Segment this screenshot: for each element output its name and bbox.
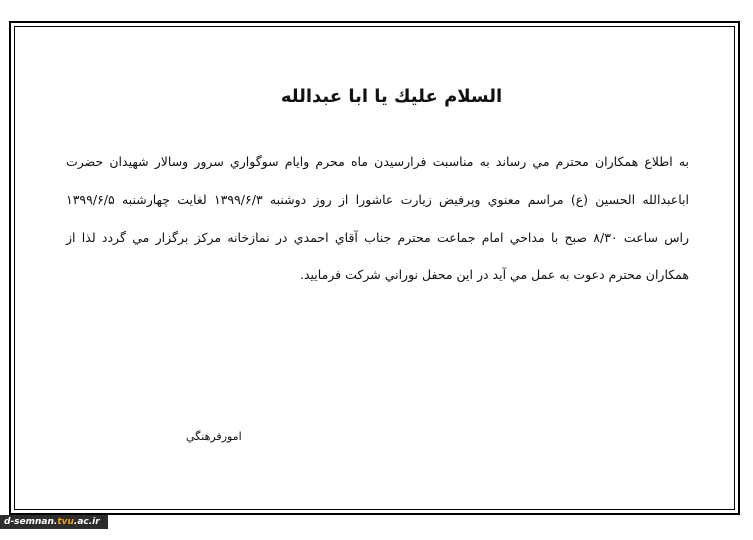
paragraph-line-3: راس ساعت ۸/۳۰ صبح با مداحي امام جماعت محترم جناب آقاي احمدي در نمازخانه مركز برگزار مي گردد لذا از	[66, 230, 689, 245]
paragraph-line-2: اباعبدالله الحسين (ع) مراسم معنوي وپرفيض زيارت عاشورا از روز دوشنبه ۱۳۹۹/۶/۳ لغايت چهارشنبه ۱۳۹۹/۶/۵	[66, 192, 690, 207]
watermark-suffix: .ac.ir	[73, 517, 100, 527]
signature: امورفرهنگي	[186, 430, 242, 443]
watermark-accent: tvu	[57, 517, 74, 527]
paragraph-line-1: به اطلاع همكاران محترم مي رساند به مناسبت فرارسيدن ماه محرم وايام سوگواري سرور وسالار شهيدان حضرت	[66, 154, 689, 169]
paragraph-line-4: همكاران محترم دعوت به عمل مي آيد در اين محفل نوراني شركت فرماييد.	[299, 267, 689, 282]
watermark-prefix: d-semnan.	[4, 517, 58, 527]
document-title: السلام عليك يا ابا عبدالله	[280, 86, 503, 107]
site-watermark	[0, 515, 108, 529]
